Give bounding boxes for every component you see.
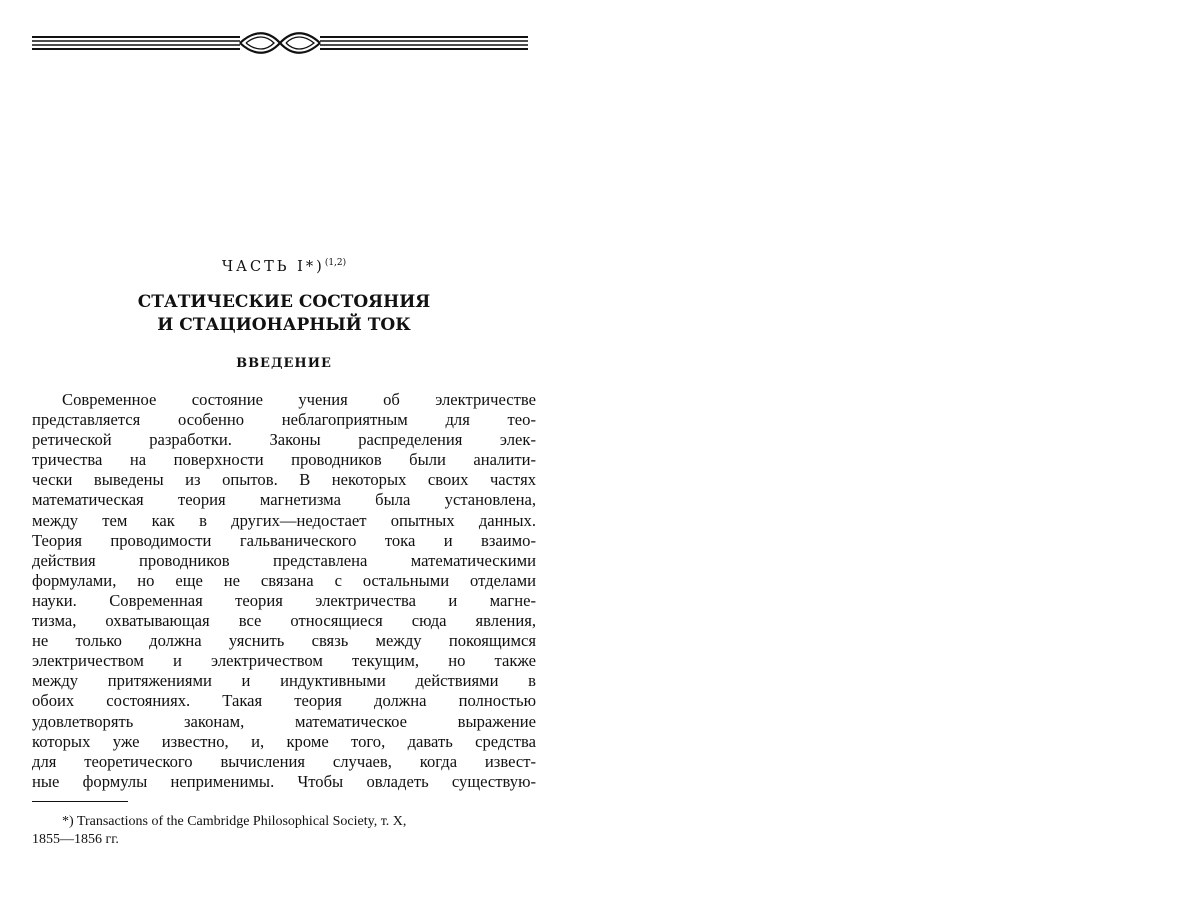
body-paragraph [32, 390, 536, 792]
section-heading: ВВЕДЕНИЕ [236, 356, 332, 371]
chapter-title-line: И СТАЦИОНАРНЫЙ ТОК [157, 315, 411, 335]
text-line: обоих состояниях. Такая теория должна полностью [32, 691, 536, 711]
text-line: тричества на поверхности проводников были аналити- [32, 450, 536, 470]
text-line: для теоретического вычисления случаев, когда извест- [32, 751, 536, 771]
text-line: не только должна уяснить связь между покоящимся [32, 631, 536, 651]
text-line: представляется особенно неблагоприятным для тео- [32, 410, 536, 430]
text-line: ные формулы неприменимы. Чтобы овладеть существую- [32, 771, 536, 791]
text-line: действия проводников представлена математическими [32, 550, 536, 570]
footnote-line: *) Transactions of the Cambridge Philosophical Society, т. X, [62, 814, 407, 829]
decorative-ornament-rule [32, 28, 528, 58]
text-line: тизма, охватывающая все относящиеся сюда явления, [32, 611, 536, 631]
footnote-line: 1855—1856 гг. [32, 832, 119, 847]
footnote-divider [32, 801, 128, 802]
text-line: формулами, но еще не связана с остальными отделами [32, 570, 536, 590]
text-line: Современное состояние учения об электричестве [62, 390, 536, 409]
text-line: чески выведены из опытов. В некоторых своих частях [32, 470, 536, 490]
text-line: ретической разработки. Законы распределения элек- [32, 430, 536, 450]
text-line: электричеством и электричеством текущим, но также [32, 651, 536, 671]
chapter-title [32, 291, 536, 337]
part-heading [32, 258, 536, 275]
text-line: науки. Современная теория электричества и магне- [32, 590, 536, 610]
part-heading-label: ЧАСТЬ I*) [221, 258, 325, 275]
part-heading-refs: (1,2) [324, 258, 347, 268]
text-line: которых уже известно, и, кроме того, давать средства [32, 731, 536, 751]
text-line: Теория проводимости гальванического тока и взаимо- [32, 530, 536, 550]
text-line: между притяжениями и индуктивными действиями в [32, 671, 536, 691]
text-line: математическая теория магнетизма была установлена, [32, 490, 536, 510]
text-line: удовлетворять законам, математическое выражение [32, 711, 536, 731]
footnote [32, 813, 536, 849]
text-line: между тем как в других—недостает опытных данных. [32, 510, 536, 530]
chapter-title-line: СТАТИЧЕСКИЕ СОСТОЯНИЯ [137, 292, 431, 312]
